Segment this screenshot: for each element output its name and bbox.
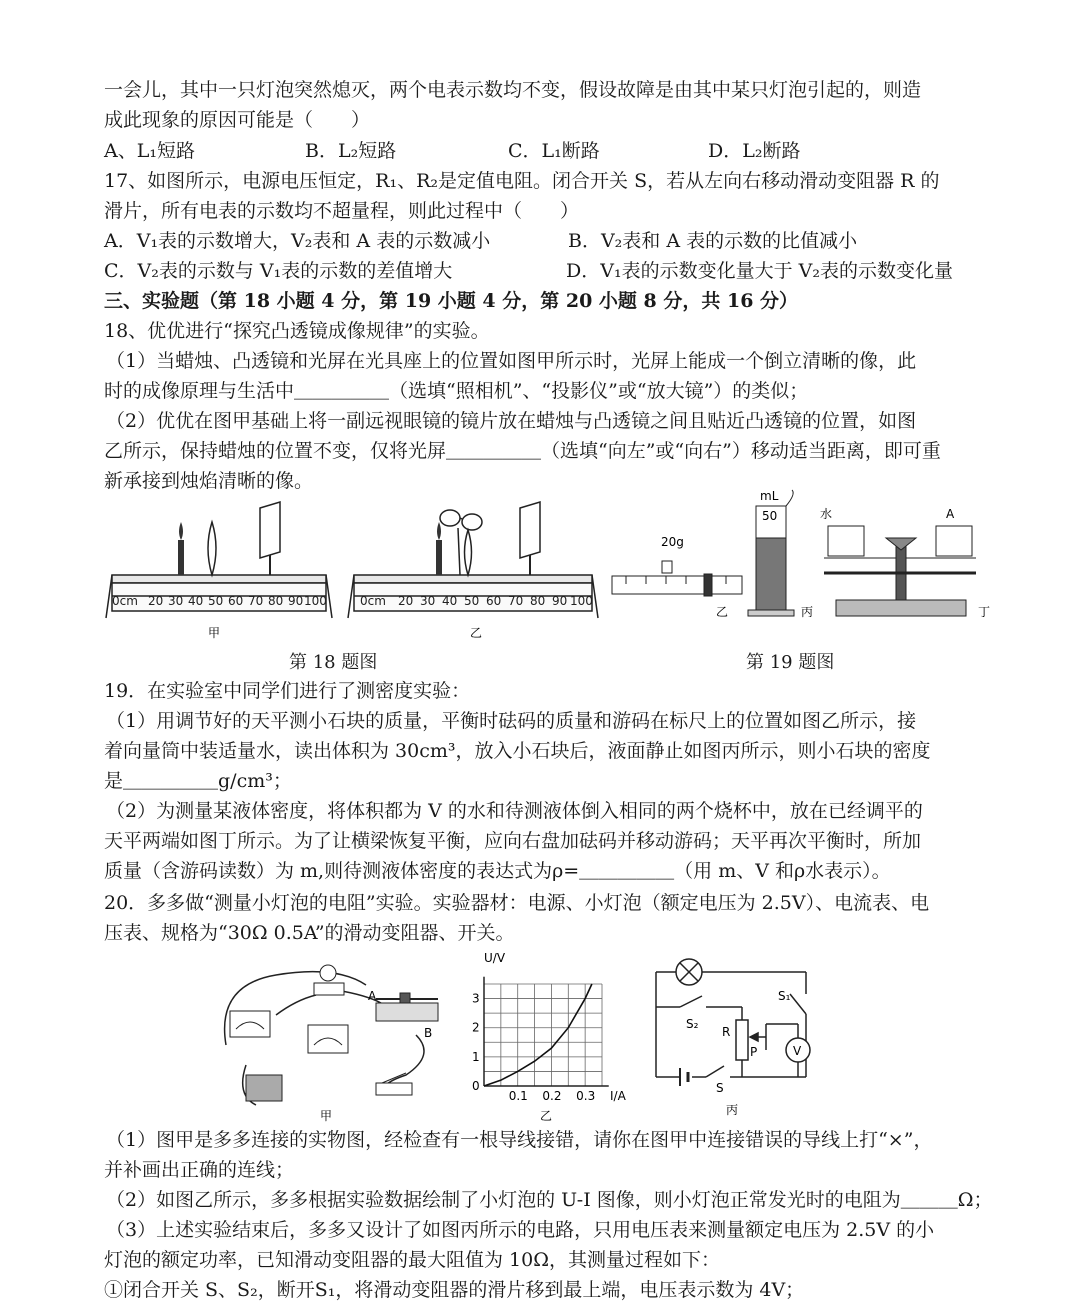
bench-yi-label: 乙 [470,626,483,640]
bench-jia-tick-70: 70 [248,594,264,608]
q20-p1-line1: （1）图甲是多多连接的实物图，经检查有一根导线接错，请你在图甲中连接错误的导线上打“×”， [106,1129,933,1151]
graph-x-axis-label: I/A [610,1089,626,1103]
q19-p1-line3: 是＿＿＿＿＿g/cm³； [104,770,292,792]
bench-yi-tick-70: 70 [508,594,524,608]
balance [824,526,976,616]
schematic-s1-label: S₁ [778,989,791,1003]
q16-option-d: D．L₂断路 [708,140,801,162]
ui-graph [462,950,632,1125]
q18-p2-line2: 乙所示，保持蜡烛的位置不变，仅将光屏＿＿＿＿＿（选填“向左”或“向右”）移动适当距离，即可重 [104,440,941,462]
balance-label-ding: 丁 [978,605,991,619]
cylinder-ml: mL [760,489,779,503]
q19-p1-line2: 着向量筒中装适量水，读出体积为 30cm³，放入小石块后，液面静止如图丙所示，则小石块的密度 [104,740,931,762]
q19-p2-line2: 天平两端如图丁所示。为了让横梁恢复平衡，应向右盘加砝码并移动游码；天平再次平衡时，所加 [104,830,922,852]
q16-option-a: A、L₁短路 [104,140,195,162]
bench-yi-screen [520,502,540,575]
bench-jia-lens [208,522,216,575]
q16-option-b: B．L₂短路 [305,140,397,162]
graph-y-tick: 0 [472,1079,480,1093]
beaker-a-label: A [946,507,955,521]
schematic-s-label: S [716,1081,724,1095]
q20-p3-line1: （3）上述实验结束后，多多又设计了如图丙所示的电路，只用电压表来测量额定电压为 2.5V 的小 [106,1219,935,1241]
q16-stem-line1: 一会儿，其中一只灯泡突然熄灭，两个电表示数均不变，假设故障是由其中某只灯泡引起的，则造 [104,79,922,101]
battery [246,1075,282,1101]
q18-p1-line1: （1）当蜡烛、凸透镜和光屏在光具座上的位置如图甲所示时，光屏上能成一个倒立清晰的像，此 [106,350,917,372]
q17-option-c: C．V₂表的示数与 V₁表的示数的差值增大 [104,260,453,282]
schematic-s2-label: S₂ [686,1017,699,1031]
graph-x-tick: 0.2 [542,1089,562,1103]
bench-jia-tick-20: 20 [148,594,164,608]
bench-yi-lens [465,530,472,575]
bench-yi-glasses [440,510,482,575]
q16-stem-line2: 成此现象的原因可能是（ ） [104,109,371,131]
rheostat-a-label: A [368,989,377,1003]
beaker-water-label: 水 [820,507,833,521]
q17-stem-line1: 17、如图所示，电源电压恒定，R₁、R₂是定值电阻。闭合开关 S，若从左向右移动滑动变阻器 R 的 [104,170,940,192]
q17-option-d: D．V₁表的示数变化量大于 V₂表的示数变化量 [566,260,953,282]
bench-yi-tick-50: 50 [464,594,480,608]
weight-label: 20g [661,535,684,549]
schematic-lamp-icon [676,959,702,985]
q20-stem-line1: 20．多多做“测量小灯泡的电阻”实验。实验器材：电源、小灯泡（额定电压为 2.5V）、电流表、电 [104,892,930,914]
q19-p2-line1: （2）为测量某液体密度，将体积都为 V 的水和待测液体倒入相同的两个烧杯中，放在已经调平的 [106,800,923,822]
density-figure [606,488,996,633]
bench-jia-tick-30: 30 [168,594,184,608]
bench-yi-tick-90: 90 [552,594,568,608]
graph-y-tick: 3 [472,991,480,1006]
optical-bench-figure [98,500,608,645]
bench-yi-candle [436,522,442,575]
bench-jia-tick-100: 100 [304,594,327,608]
bench-jia-tick-50: 50 [208,594,224,608]
q19-p1-line1: （1）用调节好的天平测小石块的质量，平衡时砝码的质量和游码在标尺上的位置如图乙所示，接 [106,710,917,732]
bench-jia-tick-80: 80 [268,594,284,608]
weight-20g [661,535,684,573]
q17-stem-line2: 滑片，所有电表的示数均不超量程，则此过程中（ ） [104,200,580,222]
q17-option-a: A．V₁表的示数增大，V₂表和 A 表的示数减小 [104,230,491,252]
bench-yi-tick-30: 30 [420,594,436,608]
q20-p1-line2: 并补画出正确的连线； [104,1159,295,1181]
bench-yi-tick-20: 20 [398,594,414,608]
graph-y-tick: 2 [472,1020,480,1035]
graph-curve [484,984,592,1086]
bench-yi-tick-60: 60 [486,594,502,608]
fig18-caption: 第 18 题图 [289,652,378,673]
q19-p2-line3: 质量（含游码读数）为 m,则待测液体密度的表达式为ρ=＿＿＿＿＿（用 m、V 和ρ水表示）。 [104,860,891,882]
graph-x-tick: 0.3 [576,1089,596,1103]
fig19-caption: 第 19 题图 [746,652,835,673]
q20-p3-line2: 灯泡的额定功率，已知滑动变阻器的最大阻值为 10Ω，其测量过程如下： [104,1249,720,1271]
real-circuit-label: 甲 [320,1109,333,1123]
lamp-icon [314,965,344,995]
rheostat [376,993,438,1021]
bench-jia-label: 甲 [208,626,221,640]
q20-p2: （2）如图乙所示，多多根据实验数据绘制了小灯泡的 U-I 图像，则小灯泡正常发光时的电阻为＿＿＿Ω； [106,1189,993,1211]
schematic-figure [640,952,830,1122]
schematic-label: 丙 [726,1103,739,1117]
rider-scale [612,574,742,596]
bench-jia-tick-60: 60 [228,594,244,608]
cylinder-label-bing: 丙 [801,605,814,619]
bench-yi-tick-80: 80 [530,594,546,608]
bench-jia-tick-90: 90 [288,594,304,608]
graph-y-axis-label: U/V [484,951,506,965]
schematic-r-label: R [722,1025,731,1039]
q20-stem-line2: 压表、规格为“30Ω 0.5A”的滑动变阻器、开关。 [104,922,515,944]
bench-jia-tick-40: 40 [188,594,204,608]
voltmeter [308,1025,348,1053]
q18-stem: 18、优优进行“探究凸透镜成像规律”的实验。 [104,320,490,342]
bench-yi-tick-0: 0cm [360,594,386,608]
schematic-p-label: P [750,1045,758,1059]
schematic-v-label: V [793,1044,802,1058]
real-circuit-figure [216,955,466,1125]
rheostat-b-label: B [424,1026,433,1040]
cylinder-50: 50 [762,509,778,523]
graph-y-tick: 1 [472,1049,480,1064]
scale-label-yi: 乙 [716,605,729,619]
graph-label: 乙 [540,1109,553,1123]
bench-jia-tick-0: 0cm [112,594,138,608]
bench-jia-screen [260,502,280,575]
q18-p2-line1: （2）优优在图甲基础上将一副远视眼镜的镜片放在蜡烛与凸透镜之间且贴近凸透镜的位置，如图 [106,410,917,432]
bench-yi-tick-100: 100 [570,594,593,608]
bench-yi-tick-40: 40 [442,594,458,608]
q19-stem: 19．在实验室中同学们进行了测密度实验： [104,680,471,702]
q17-option-b: B．V₂表和 A 表的示数的比值减小 [568,230,858,252]
q18-p2-line3: 新承接到烛焰清晰的像。 [104,470,314,492]
q16-option-c: C．L₁断路 [508,140,600,162]
bench-jia-candle [178,522,184,575]
graph-x-tick: 0.1 [508,1089,528,1103]
q20-step1: ①闭合开关 S、S₂，断开S₁，将滑动变阻器的滑片移到最上端，电压表示数为 4V； [104,1279,805,1301]
section-title: 三、实验题（第 18 小题 4 分，第 19 小题 4 分，第 20 小题 8 分，共 16 分） [104,290,799,312]
switch-icon [376,1073,412,1095]
q18-p1-line2: 时的成像原理与生活中＿＿＿＿＿（选填“照相机”、“投影仪”或“放大镜”）的类似； [104,380,809,402]
ammeter [230,1011,270,1037]
